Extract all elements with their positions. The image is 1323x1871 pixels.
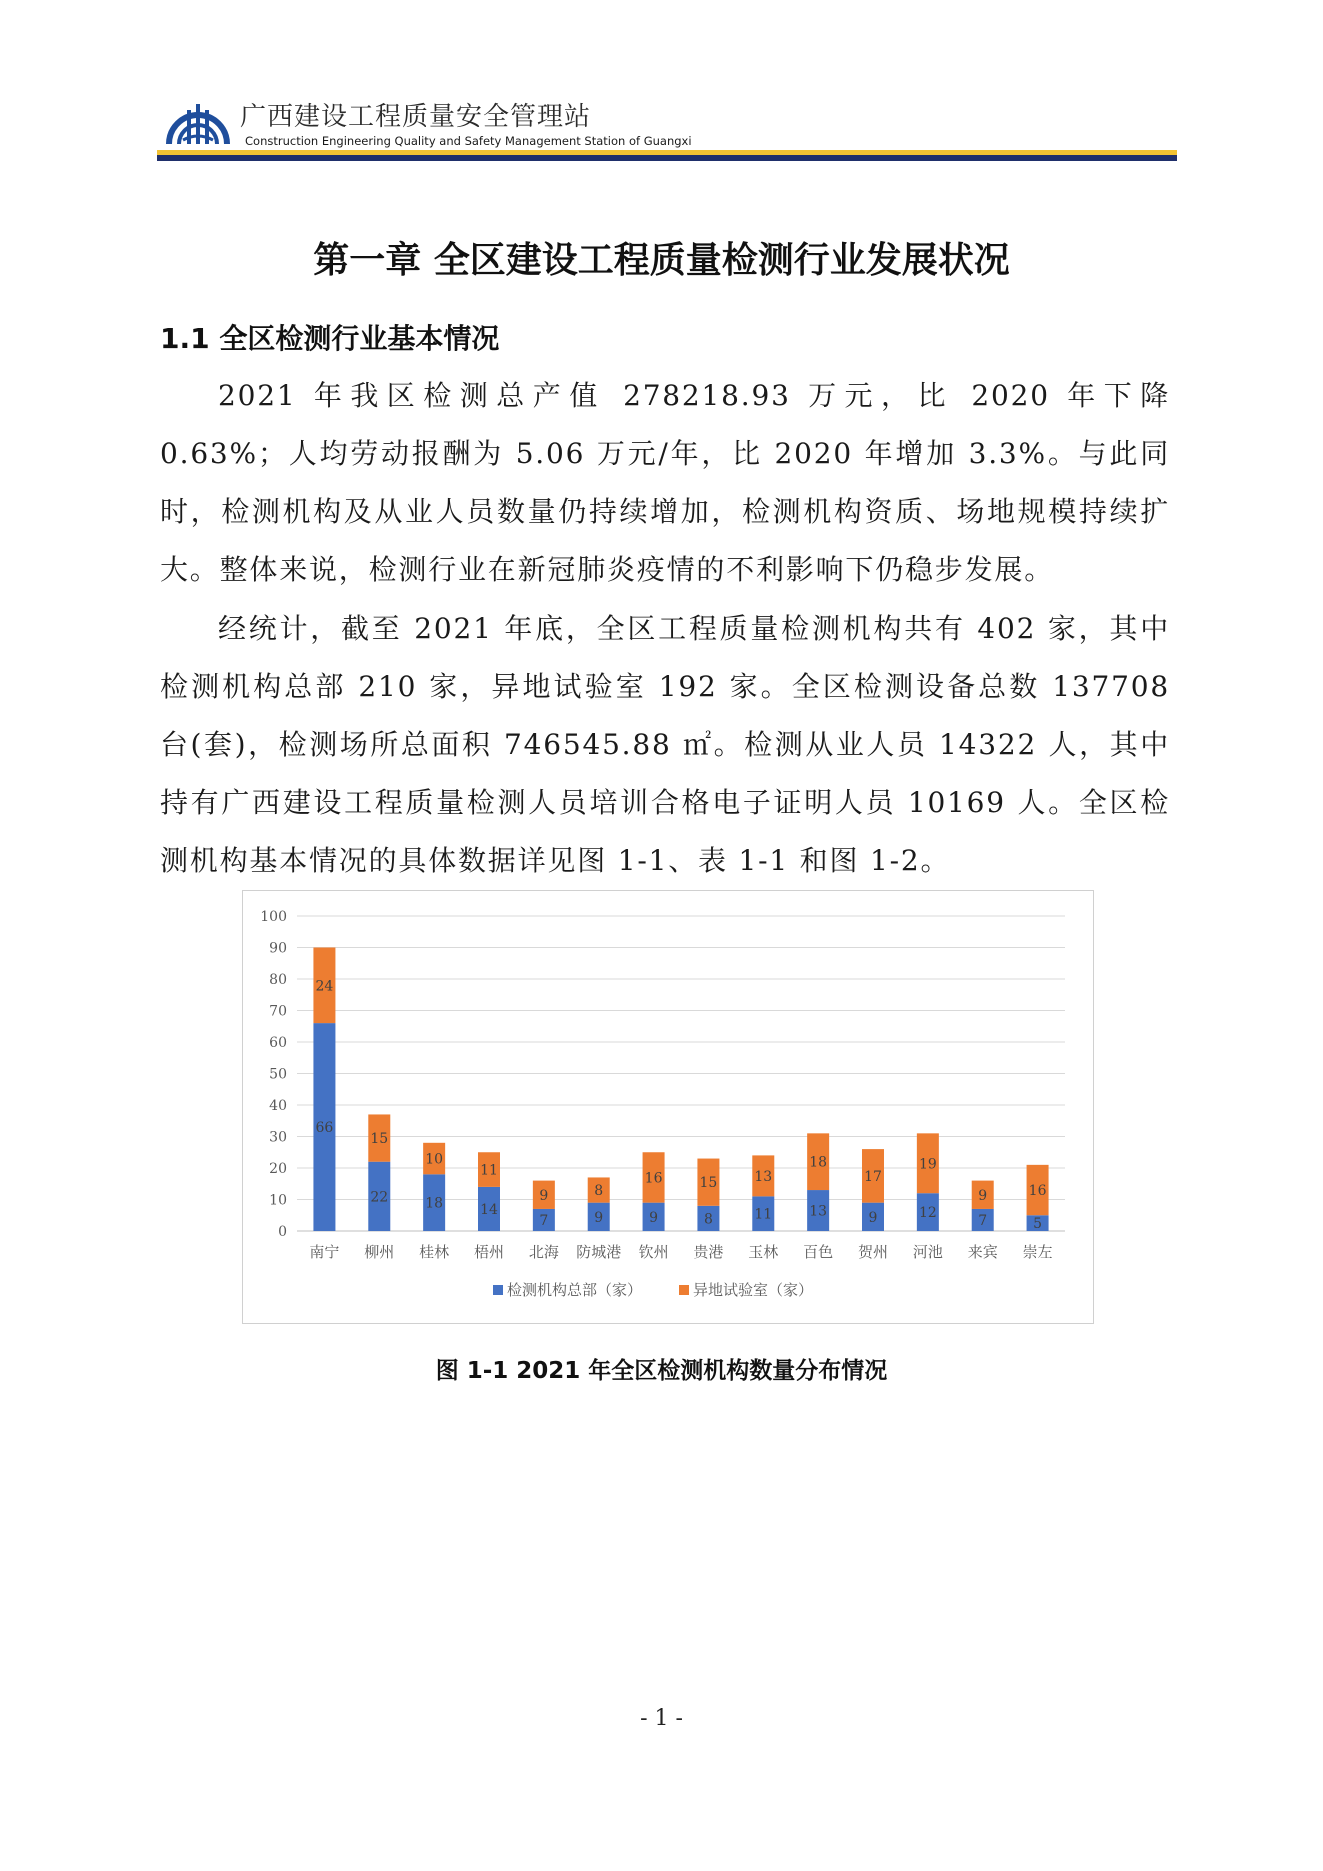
data-label: 7: [978, 1212, 988, 1229]
legend-label: 检测机构总部（家）: [507, 1281, 643, 1299]
data-label: 15: [699, 1175, 718, 1192]
y-tick-label: 70: [269, 1003, 287, 1020]
x-tick-label: 玉林: [748, 1243, 779, 1261]
data-label: 8: [594, 1183, 604, 1200]
x-tick-label: 梧州: [473, 1243, 505, 1261]
data-label: 12: [918, 1205, 937, 1222]
legend-swatch: [679, 1285, 689, 1295]
x-tick-label: 河池: [912, 1243, 943, 1261]
data-label: 9: [649, 1209, 659, 1226]
paragraph-output-value: 2021 年我区检测总产值 278218.93 万元，比 2020 年下降 0.63%；人均劳动报酬为 5.06 万元/年，比 2020 年增加 3.3%。与此同时，检测机构及从业人员数量仍持续增加，检测机构资质、场地规模持续扩大。整体来说，检测行业在新冠肺炎疫情的不利影响下仍稳步发展。: [160, 379, 1170, 586]
data-label: 18: [809, 1154, 828, 1171]
data-label: 15: [370, 1131, 389, 1148]
page-number: - 1 -: [640, 1706, 683, 1731]
data-label: 11: [754, 1206, 773, 1223]
x-tick-label: 防城港: [576, 1243, 622, 1261]
data-label: 5: [1033, 1216, 1043, 1233]
paragraph-institution-stats: 经统计，截至 2021 年底，全区工程质量检测机构共有 402 家，其中检测机构总部 210 家，异地试验室 192 家。全区检测设备总数 137708 台(套)，检测场所总面积 746545.88 ㎡。检测从业人员 14322 人，其中持有广西建设工程质量检测人员培训合格电子证明人员 10169 人。全区检测机构基本情况的具体数据详见图 1-1、表 1-1 和图 1-2。: [160, 612, 1170, 877]
y-tick-label: 0: [278, 1224, 287, 1240]
x-tick-label: 百色: [803, 1243, 834, 1261]
data-label: 7: [539, 1212, 549, 1229]
x-tick-label: 贵港: [693, 1243, 724, 1261]
data-label: 22: [370, 1189, 389, 1206]
data-label: 13: [809, 1203, 828, 1220]
data-label: 9: [539, 1187, 549, 1204]
x-tick-label: 柳州: [364, 1243, 395, 1261]
y-tick-label: 60: [269, 1035, 287, 1051]
data-label: 66: [315, 1120, 334, 1137]
y-tick-label: 90: [269, 940, 287, 957]
data-label: 11: [480, 1162, 498, 1179]
x-tick-label: 桂林: [419, 1243, 450, 1261]
data-label: 19: [918, 1156, 937, 1173]
y-tick-label: 100: [260, 909, 287, 925]
org-name-cn: 广西建设工程质量安全管理站: [240, 102, 592, 132]
legend-label: 异地试验室（家）: [693, 1281, 814, 1299]
legend-swatch: [493, 1285, 503, 1295]
x-tick-label: 崇左: [1022, 1243, 1053, 1261]
data-label: 10: [425, 1151, 444, 1168]
y-tick-label: 10: [269, 1192, 287, 1209]
x-tick-label: 南宁: [309, 1243, 340, 1261]
data-label: 13: [754, 1168, 773, 1185]
x-tick-label: 来宾: [967, 1243, 998, 1261]
data-label: 8: [703, 1211, 713, 1228]
data-label: 14: [480, 1201, 498, 1218]
y-tick-label: 30: [269, 1129, 287, 1146]
chart-canvas: [243, 891, 1093, 1323]
section-title: 1.1 全区检测行业基本情况: [160, 322, 500, 355]
x-tick-label: 北海: [528, 1243, 559, 1261]
data-label: 9: [594, 1209, 604, 1226]
y-tick-label: 50: [269, 1066, 287, 1083]
chapter-title: 第一章 全区建设工程质量检测行业发展状况: [313, 240, 1010, 281]
y-tick-label: 40: [269, 1098, 287, 1114]
station-logo-icon: [163, 92, 233, 152]
data-label: 16: [1028, 1183, 1047, 1200]
data-label: 9: [868, 1209, 878, 1226]
data-label: 18: [425, 1195, 444, 1212]
header-rule-navy: [157, 155, 1177, 161]
page-header: [157, 88, 1177, 168]
y-tick-label: 80: [269, 972, 287, 988]
data-label: 16: [644, 1170, 663, 1187]
y-tick-label: 20: [269, 1161, 287, 1177]
data-label: 17: [864, 1168, 882, 1185]
org-name-en: Construction Engineering Quality and Safety Management Station of Guangxi: [245, 134, 692, 148]
institution-distribution-chart: [242, 890, 1094, 1324]
x-tick-label: 钦州: [638, 1243, 669, 1261]
x-tick-label: 贺州: [857, 1243, 889, 1261]
data-label: 24: [315, 978, 334, 995]
figure-caption: 图 1-1 2021 年全区检测机构数量分布情况: [435, 1358, 888, 1384]
data-label: 9: [978, 1187, 988, 1204]
